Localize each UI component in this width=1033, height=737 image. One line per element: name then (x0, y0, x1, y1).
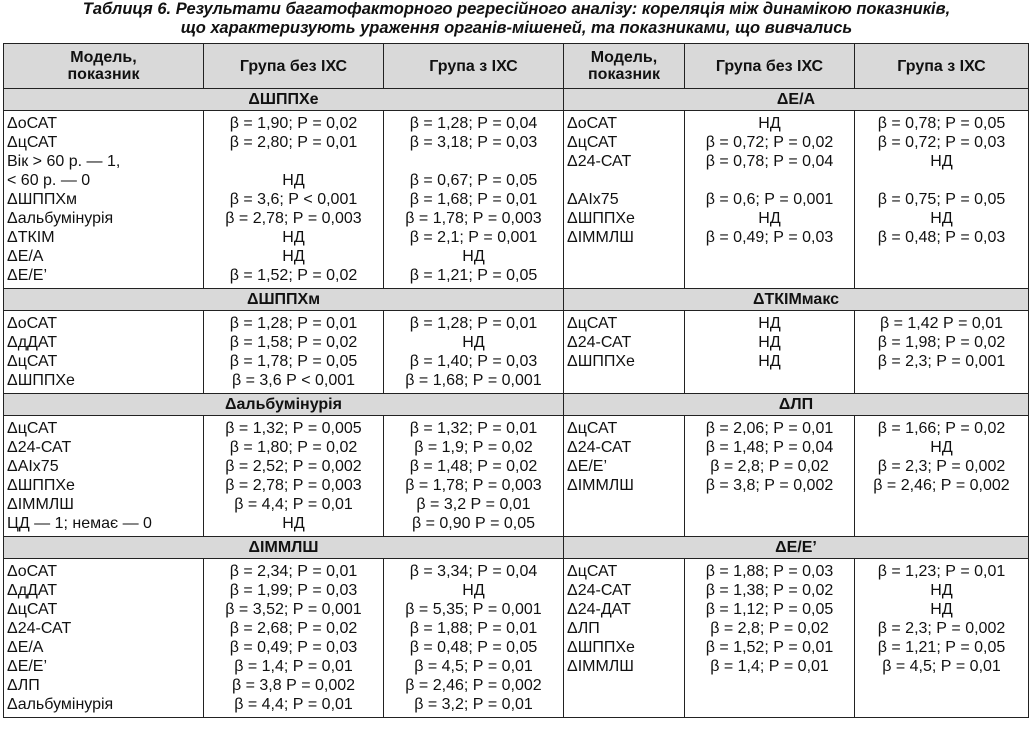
group-no-ihd-cell-left-line (207, 152, 380, 171)
indicator-cell-right-line (567, 247, 681, 266)
indicator-cell-left-line: ΔАІх75 (7, 458, 59, 475)
indicator-cell-right-line: ΔШППХе (567, 210, 635, 227)
indicator-cell-right-line: ΔоСАТ (567, 115, 617, 132)
group-with-ihd-cell-right-line: β = 1,23; Р = 0,01 (877, 563, 1006, 580)
group-with-ihd-cell-right-line (858, 695, 1025, 714)
group-no-ihd-cell-right-line: β = 0,78; Р = 0,04 (705, 153, 834, 170)
group-no-ihd-cell-right (685, 559, 855, 718)
indicator-cell-right-line (567, 676, 681, 695)
indicator-cell-right (564, 559, 685, 718)
group-no-ihd-cell-left-line: β = 3,6; Р < 0,001 (229, 191, 358, 208)
header-model-line: Модель, (70, 49, 137, 66)
group-no-ihd-cell-right-line (688, 514, 851, 533)
indicator-cell-left-line: ЦД — 1; немає — 0 (7, 515, 152, 532)
group-no-ihd-cell-right-line: НД (758, 334, 781, 351)
group-no-ihd-cell-right-line (688, 266, 851, 285)
group-with-ihd-cell-left-line: β = 1,9; Р = 0,02 (414, 439, 533, 456)
group-with-ihd-cell-right-line (858, 171, 1025, 190)
group-with-ihd-cell-right-line: β = 2,46; Р = 0,002 (873, 477, 1010, 494)
group-with-ihd-cell-right (855, 559, 1029, 718)
indicator-cell-right-line: ΔІММЛШ (567, 658, 634, 675)
indicator-cell-right-line: Δ24-САТ (567, 582, 632, 599)
group-with-ihd-cell-right-line: β = 0,78; Р = 0,05 (877, 115, 1006, 132)
caption-line-1: Таблиця 6. Результати багатофакторного регресійного аналізу: кореляція між динамікою показників, (82, 0, 951, 18)
header-model-left (4, 44, 204, 89)
section-title-left: Δальбумінурія (4, 394, 564, 416)
group-no-ihd-cell-right-line (688, 247, 851, 266)
group-no-ihd-cell-left-line: β = 2,78; Р = 0,003 (225, 210, 362, 227)
header-model-line: Модель, (590, 49, 658, 66)
group-no-ihd-cell-left-line: β = 3,8 Р = 0,002 (231, 677, 356, 694)
group-with-ihd-cell-left-line: β = 2,46; Р = 0,002 (405, 677, 542, 694)
header-with-ihd-right: Група з ІХС (855, 44, 1029, 89)
indicator-cell-left-line: ΔцСАТ (7, 134, 58, 151)
section-title-left: ΔШППХе (4, 89, 564, 111)
section-title-right: ΔЛП (564, 394, 1029, 416)
indicator-cell-left-line: ΔоСАТ (7, 563, 57, 580)
group-with-ihd-cell-left-line: β = 3,34; Р = 0,04 (409, 563, 538, 580)
indicator-cell-right-line: ΔШППХе (567, 353, 635, 370)
section-body-row (4, 416, 1029, 537)
indicator-cell-right-line: ΔцСАТ (567, 315, 618, 332)
group-with-ihd-cell-right-line: НД (930, 153, 953, 170)
indicator-cell-right (564, 111, 685, 289)
indicator-cell-left-line: Вік > 60 р. — 1, (7, 153, 121, 170)
section-row (4, 394, 1029, 416)
indicator-cell-left-line: Δ24-САТ (7, 620, 72, 637)
group-no-ihd-cell-left (204, 559, 384, 718)
section-row (4, 89, 1029, 111)
group-no-ihd-cell-right (685, 416, 855, 537)
indicator-cell-right-line (567, 266, 681, 285)
indicator-cell-right-line: ΔцСАТ (567, 563, 618, 580)
group-no-ihd-cell-right-line: β = 1,38; Р = 0,02 (705, 582, 834, 599)
group-with-ihd-cell-right-line (858, 371, 1025, 390)
header-model-text (68, 49, 140, 83)
group-with-ihd-cell-left-line: β = 3,2; Р = 0,01 (414, 696, 533, 713)
indicator-cell-right-line: Δ24-САТ (567, 439, 632, 456)
group-no-ihd-cell-right-line: НД (758, 210, 781, 227)
group-no-ihd-cell-right-line: β = 1,12; Р = 0,05 (705, 601, 834, 618)
group-no-ihd-cell-right-line (688, 676, 851, 695)
group-with-ihd-cell-right (855, 416, 1029, 537)
indicator-cell-right (564, 416, 685, 537)
header-model-right (564, 44, 685, 89)
regression-table (3, 43, 1029, 718)
section-title-right: ΔЕ/А (564, 89, 1029, 111)
group-with-ihd-cell-right-line: β = 1,98; Р = 0,02 (877, 334, 1006, 351)
indicator-cell-right-line: Δ24-САТ (567, 334, 632, 351)
indicator-cell-right-line: ΔІММЛШ (567, 229, 634, 246)
group-with-ihd-cell-left-line: β = 0,48; Р = 0,05 (409, 639, 538, 656)
group-with-ihd-cell-left-line: β = 2,1; Р = 0,001 (409, 229, 538, 246)
group-with-ihd-cell-right-line: β = 1,42 Р = 0,01 (879, 315, 1004, 332)
group-with-ihd-cell-right-line: β = 2,3; Р = 0,002 (877, 458, 1006, 475)
header-model-line: показник (67, 66, 140, 83)
indicator-cell-left (4, 416, 204, 537)
section-title-left: ΔІММЛШ (4, 537, 564, 559)
group-no-ihd-cell-right-line: β = 0,49; Р = 0,03 (705, 229, 834, 246)
table-caption (0, 0, 1033, 38)
section-row (4, 289, 1029, 311)
group-with-ihd-cell-right-line (858, 676, 1025, 695)
group-with-ihd-cell-right-line: НД (930, 210, 953, 227)
group-no-ihd-cell-left (204, 311, 384, 394)
group-no-ihd-cell-right-line: НД (758, 315, 781, 332)
indicator-cell-left-line: ΔШППХм (7, 191, 78, 208)
group-with-ihd-cell-right-line: β = 0,75; Р = 0,05 (877, 191, 1006, 208)
group-no-ihd-cell-right-line: β = 1,88; Р = 0,03 (705, 563, 834, 580)
indicator-cell-left-line: ΔцСАТ (7, 601, 58, 618)
group-with-ihd-cell-left-line: β = 1,21; Р = 0,05 (409, 267, 538, 284)
section-body-row (4, 559, 1029, 718)
group-no-ihd-cell-left-line: β = 2,34; Р = 0,01 (229, 563, 358, 580)
indicator-cell-left-line: ΔЕ/Е’ (7, 658, 48, 675)
group-with-ihd-cell-left (384, 311, 564, 394)
indicator-cell-right-line (567, 495, 681, 514)
indicator-cell-left-line: ΔЛП (7, 677, 40, 694)
group-no-ihd-cell-left-line: β = 1,52; Р = 0,02 (229, 267, 358, 284)
header-row (4, 44, 1029, 89)
group-with-ihd-cell-right (855, 311, 1029, 394)
group-no-ihd-cell-right-line (688, 171, 851, 190)
group-no-ihd-cell-left-line: β = 3,52; Р = 0,001 (225, 601, 362, 618)
indicator-cell-left-line: ΔЕ/А (7, 639, 44, 656)
section-body-row (4, 311, 1029, 394)
group-no-ihd-cell-left-line: β = 2,52; Р = 0,002 (225, 458, 362, 475)
indicator-cell-left-line: ΔдДАТ (7, 582, 58, 599)
indicator-cell-left (4, 111, 204, 289)
indicator-cell-right (564, 311, 685, 394)
group-with-ihd-cell-right-line: β = 0,72; Р = 0,03 (877, 134, 1006, 151)
group-with-ihd-cell-left-line: β = 1,88; Р = 0,01 (409, 620, 538, 637)
group-no-ihd-cell-left-line: НД (282, 248, 305, 265)
group-with-ihd-cell-left-line: β = 1,48; Р = 0,02 (409, 458, 538, 475)
group-with-ihd-cell-right-line: β = 1,21; Р = 0,05 (877, 639, 1006, 656)
group-with-ihd-cell-left-line (387, 152, 560, 171)
indicator-cell-right-line: ΔЛП (567, 620, 600, 637)
indicator-cell-left-line: < 60 р. — 0 (7, 172, 91, 189)
group-no-ihd-cell-left-line: β = 1,4; Р = 0,01 (234, 658, 353, 675)
group-with-ihd-cell-left-line: НД (462, 248, 485, 265)
indicator-cell-left (4, 559, 204, 718)
group-with-ihd-cell-right-line: β = 2,3; Р = 0,002 (877, 620, 1006, 637)
group-with-ihd-cell-right-line (858, 247, 1025, 266)
group-with-ihd-cell-right-line: β = 0,48; Р = 0,03 (877, 229, 1006, 246)
group-with-ihd-cell-left-line: β = 1,28; Р = 0,01 (409, 315, 538, 332)
indicator-cell-left-line: ΔЕ/Е’ (7, 267, 48, 284)
header-no-ihd-left: Група без ІХС (204, 44, 384, 89)
group-no-ihd-cell-right (685, 111, 855, 289)
group-no-ihd-cell-right-line: НД (758, 115, 781, 132)
group-with-ihd-cell-left-line: β = 1,32; Р = 0,01 (409, 420, 538, 437)
header-with-ihd-left: Група з ІХС (384, 44, 564, 89)
indicator-cell-right-line (567, 371, 681, 390)
indicator-cell-right-line: Δ24-САТ (567, 153, 632, 170)
group-no-ihd-cell-left-line: НД (282, 229, 305, 246)
group-with-ihd-cell-left-line: β = 0,90 Р = 0,05 (411, 515, 536, 532)
indicator-cell-left-line: ΔТКІМ (7, 229, 55, 246)
group-with-ihd-cell-right-line: β = 2,3; Р = 0,001 (877, 353, 1006, 370)
section-title-left: ΔШППХм (4, 289, 564, 311)
indicator-cell-left-line: Δальбумінурія (7, 210, 114, 227)
header-model-text (588, 49, 660, 83)
section-body-row (4, 111, 1029, 289)
group-no-ihd-cell-left-line: β = 2,80; Р = 0,01 (229, 134, 358, 151)
indicator-cell-left-line: ΔоСАТ (7, 315, 57, 332)
group-no-ihd-cell-left-line: β = 1,58; Р = 0,02 (229, 334, 358, 351)
indicator-cell-right-line: ΔцСАТ (567, 420, 618, 437)
indicator-cell-left (4, 311, 204, 394)
group-no-ihd-cell-right-line (688, 495, 851, 514)
group-with-ihd-cell-right-line: НД (930, 439, 953, 456)
group-with-ihd-cell-left-line: β = 0,67; Р = 0,05 (409, 172, 538, 189)
indicator-cell-left-line: ΔоСАТ (7, 115, 57, 132)
group-with-ihd-cell-right-line: НД (930, 582, 953, 599)
group-no-ihd-cell-left-line: β = 3,6 Р < 0,001 (231, 372, 356, 389)
group-no-ihd-cell-right-line: β = 1,48; Р = 0,04 (705, 439, 834, 456)
group-no-ihd-cell-left-line: β = 0,49; Р = 0,03 (229, 639, 358, 656)
group-no-ihd-cell-right-line: β = 1,4; Р = 0,01 (710, 658, 829, 675)
group-with-ihd-cell-left-line: β = 1,40; Р = 0,03 (409, 353, 538, 370)
indicator-cell-right-line: Δ24-ДАТ (567, 601, 631, 618)
group-no-ihd-cell-left (204, 416, 384, 537)
group-no-ihd-cell-left-line: НД (282, 172, 305, 189)
group-no-ihd-cell-right-line: β = 0,72; Р = 0,02 (705, 134, 834, 151)
group-no-ihd-cell-left-line: β = 1,99; Р = 0,03 (229, 582, 358, 599)
group-no-ihd-cell-right-line: β = 2,8; Р = 0,02 (710, 620, 829, 637)
group-with-ihd-cell-left-line: β = 1,78; Р = 0,003 (405, 210, 542, 227)
indicator-cell-right-line: ΔІММЛШ (567, 477, 634, 494)
indicator-cell-left-line: ΔІММЛШ (7, 496, 74, 513)
indicator-cell-right-line: ΔцСАТ (567, 134, 618, 151)
group-no-ihd-cell-left-line: β = 1,32; Р = 0,005 (225, 420, 362, 437)
group-no-ihd-cell-left-line: β = 2,68; Р = 0,02 (229, 620, 358, 637)
group-with-ihd-cell-left (384, 111, 564, 289)
group-with-ihd-cell-right (855, 111, 1029, 289)
group-no-ihd-cell-right (685, 311, 855, 394)
group-with-ihd-cell-left-line: β = 1,68; Р = 0,01 (409, 191, 538, 208)
group-with-ihd-cell-left-line: β = 4,5; Р = 0,01 (414, 658, 533, 675)
indicator-cell-left-line: ΔШППХе (7, 477, 75, 494)
group-no-ihd-cell-right-line: β = 3,8; Р = 0,002 (705, 477, 834, 494)
group-with-ihd-cell-left-line: НД (462, 582, 485, 599)
section-title-right: ΔТКІМмакс (564, 289, 1029, 311)
group-no-ihd-cell-right-line (688, 371, 851, 390)
group-no-ihd-cell-left-line: β = 4,4; Р = 0,01 (234, 696, 353, 713)
header-model-line: показник (588, 66, 660, 83)
group-with-ihd-cell-right-line (858, 514, 1025, 533)
group-no-ihd-cell-left-line: НД (282, 515, 305, 532)
group-no-ihd-cell-left-line: β = 1,90; Р = 0,02 (229, 115, 358, 132)
group-with-ihd-cell-left-line: β = 3,2 Р = 0,01 (416, 496, 531, 513)
group-no-ihd-cell-right-line: НД (758, 353, 781, 370)
group-no-ihd-cell-left-line: β = 2,78; Р = 0,003 (225, 477, 362, 494)
group-with-ihd-cell-right-line (858, 266, 1025, 285)
indicator-cell-right-line (567, 171, 681, 190)
indicator-cell-left-line: ΔШППХе (7, 372, 75, 389)
group-with-ihd-cell-left-line: НД (462, 334, 485, 351)
indicator-cell-left-line: ΔдДАТ (7, 334, 58, 351)
group-no-ihd-cell-right-line: β = 2,06; Р = 0,01 (705, 420, 834, 437)
indicator-cell-right-line: ΔШППХе (567, 639, 635, 656)
group-no-ihd-cell-left-line: β = 1,80; Р = 0,02 (229, 439, 358, 456)
group-with-ihd-cell-right-line: НД (930, 601, 953, 618)
group-with-ihd-cell-left (384, 416, 564, 537)
group-no-ihd-cell-right-line: β = 1,52; Р = 0,01 (705, 639, 834, 656)
group-with-ihd-cell-left-line: β = 3,18; Р = 0,03 (409, 134, 538, 151)
group-with-ihd-cell-right-line: β = 1,66; Р = 0,02 (877, 420, 1006, 437)
group-no-ihd-cell-left-line: β = 4,4; Р = 0,01 (234, 496, 353, 513)
group-no-ihd-cell-right-line (688, 695, 851, 714)
group-no-ihd-cell-left-line: β = 1,78; Р = 0,05 (229, 353, 358, 370)
group-with-ihd-cell-left (384, 559, 564, 718)
indicator-cell-left-line: Δальбумінурія (7, 696, 114, 713)
indicator-cell-left-line: ΔЕ/А (7, 248, 44, 265)
caption-line-2: що характеризують ураження органів-мішеней, та показниками, що вивчались (180, 19, 853, 37)
section-row (4, 537, 1029, 559)
header-no-ihd-right: Група без ІХС (685, 44, 855, 89)
group-no-ihd-cell-left-line: β = 1,28; Р = 0,01 (229, 315, 358, 332)
group-with-ihd-cell-right-line: β = 4,5; Р = 0,01 (882, 658, 1001, 675)
indicator-cell-right-line: ΔАІх75 (567, 191, 619, 208)
indicator-cell-right-line (567, 695, 681, 714)
group-no-ihd-cell-right-line: β = 2,8; Р = 0,02 (710, 458, 829, 475)
group-with-ihd-cell-left-line: β = 1,28; Р = 0,04 (409, 115, 538, 132)
group-no-ihd-cell-right-line: β = 0,6; Р = 0,001 (705, 191, 834, 208)
indicator-cell-left-line: ΔцСАТ (7, 353, 58, 370)
group-with-ihd-cell-right-line (858, 495, 1025, 514)
indicator-cell-right-line: ΔЕ/Е’ (567, 458, 608, 475)
indicator-cell-right-line (567, 514, 681, 533)
indicator-cell-left-line: ΔцСАТ (7, 420, 58, 437)
group-with-ihd-cell-left-line: β = 1,68; Р = 0,001 (405, 372, 542, 389)
group-with-ihd-cell-left-line: β = 5,35; Р = 0,001 (405, 601, 542, 618)
indicator-cell-left-line: Δ24-САТ (7, 439, 72, 456)
group-no-ihd-cell-left (204, 111, 384, 289)
section-title-right: ΔЕ/Е’ (564, 537, 1029, 559)
group-with-ihd-cell-left-line: β = 1,78; Р = 0,003 (405, 477, 542, 494)
